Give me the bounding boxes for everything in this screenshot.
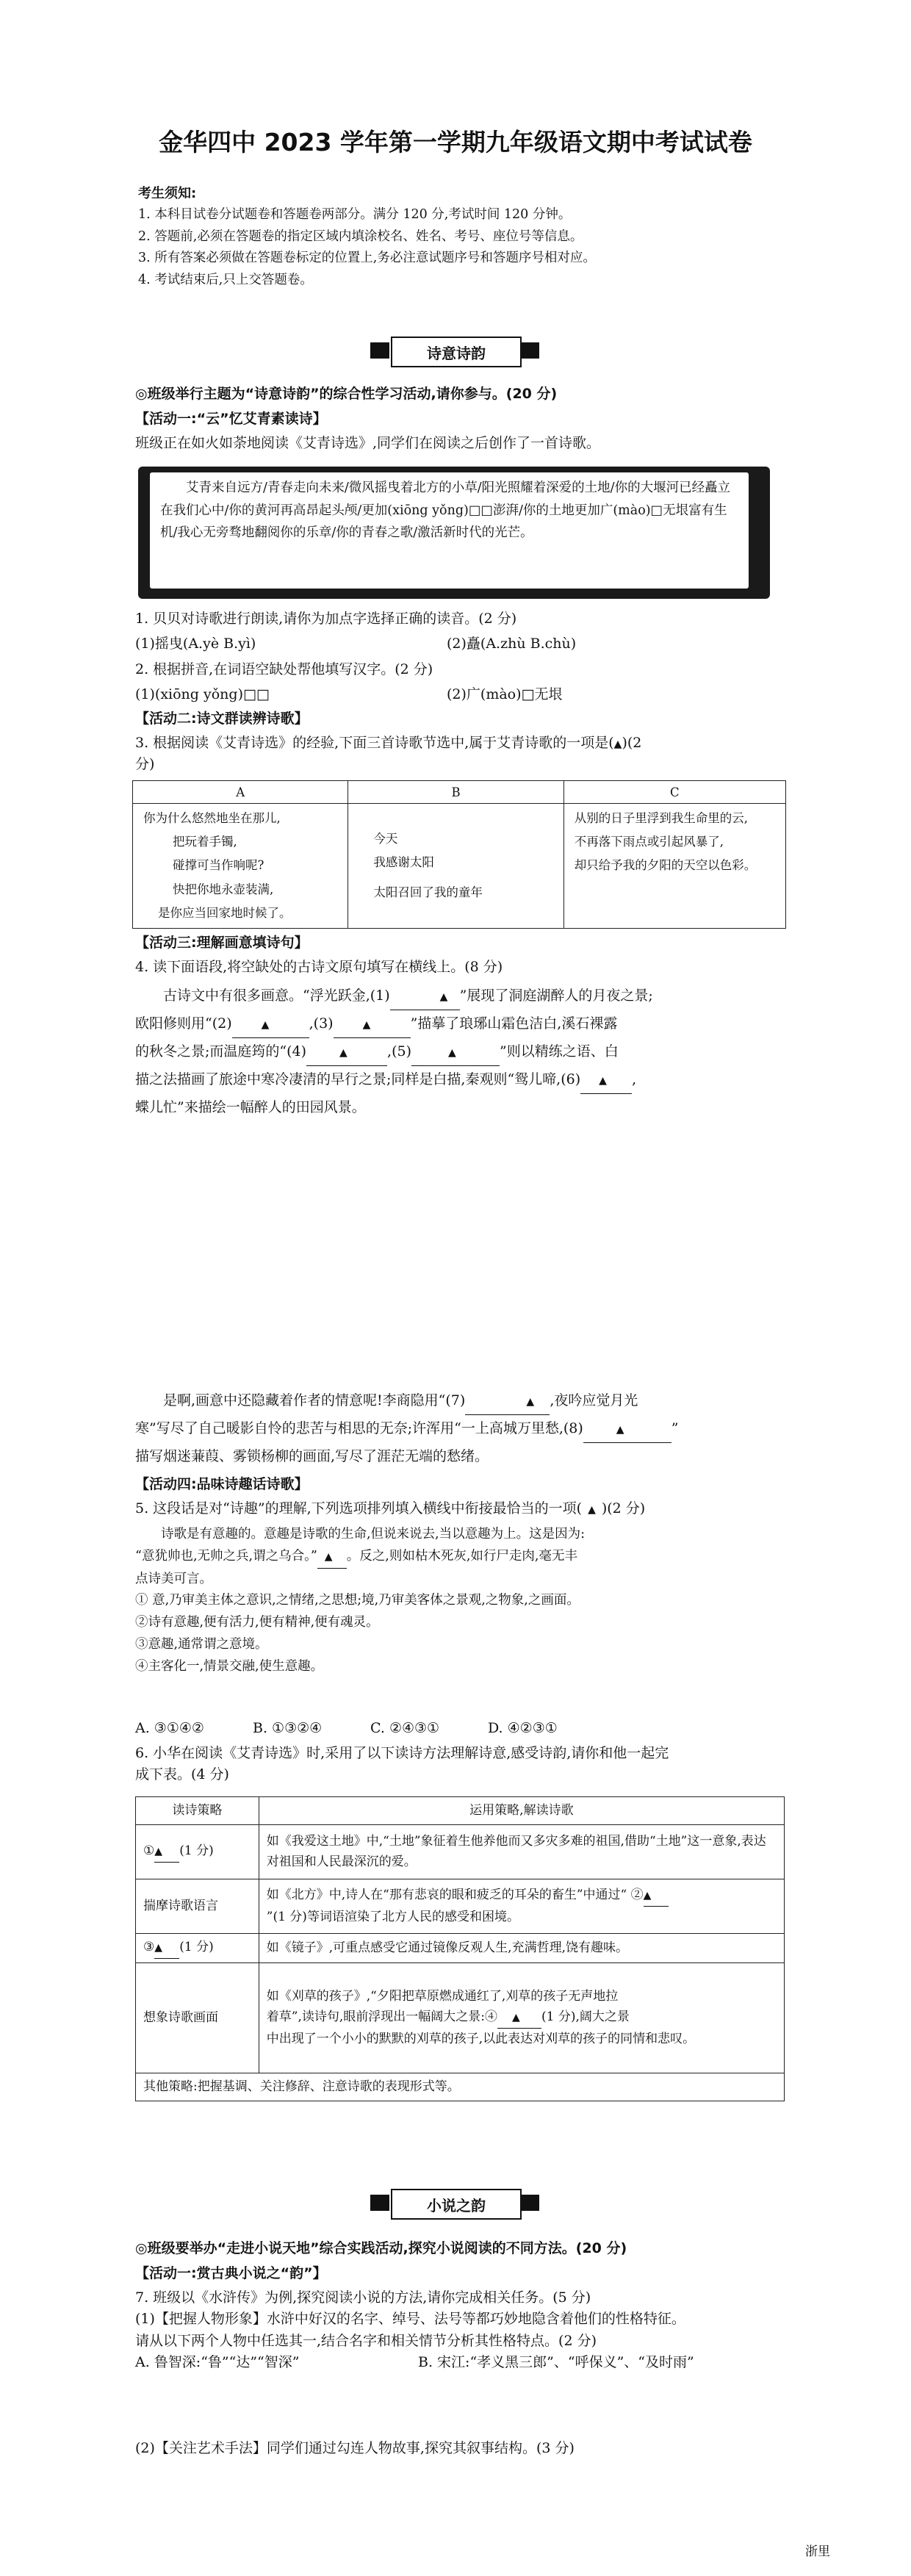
q2-option-b: (2)广(mào)□无垠 <box>447 686 563 702</box>
banner-left-ornament <box>370 2195 389 2211</box>
answer-mark: ▲ <box>613 738 622 750</box>
exam-notice <box>138 184 785 292</box>
section-banner-poetry <box>370 330 539 371</box>
activity4-title: 【活动四:品味诗趣话诗歌】 <box>135 1476 309 1492</box>
section2-activity1-title: 【活动一:赏古典小说之“韵”】 <box>135 2265 327 2281</box>
notice-heading: 考生须知: <box>138 186 197 201</box>
section2-intro: ◎班级要举办“走进小说天地”综合实践活动,探究小说阅读的不同方法。(20 分) <box>135 2240 627 2256</box>
activity2-title: 【活动二:诗文群读辨诗歌】 <box>135 710 309 727</box>
q1-option-a: (1)摇曳(A.yè B.yì) <box>135 636 256 652</box>
table-header: C <box>563 781 785 804</box>
notice-item: 2. 答题前,必须在答题卷的指定区域内填涂校名、姓名、考号、座位号等信息。 <box>138 229 583 244</box>
exam-title: 金华四中 2023 学年第一学期九年级语文期中考试试卷 <box>159 128 752 156</box>
banner-right-ornament <box>520 342 539 359</box>
option-a-cell: 你为什么悠然地坐在那儿, 把玩着手镯, 碰撑可当作响呢? 快把你地永壶装满, 是你应当回家地时候了。 <box>133 804 348 929</box>
table-cell: 如《我爱这土地》中,“土地”象征着生他养他而又多灾多难的祖国,借助“土地”这一意象,表达对祖国和人民最深沉的爱。 <box>259 1824 784 1879</box>
banner-label: 小说之韵 <box>391 2189 522 2220</box>
table-header: 读诗策略 <box>136 1797 259 1825</box>
table-cell: 如《镜子》,可重点感受它通过镜像反观人生,充满哲理,饶有趣味。 <box>259 1933 784 1962</box>
table-cell: 如《北方》中,诗人在“那有悲哀的眼和疲乏的耳朵的畜生”中通过“ ②▲ ”(1 分)等词语渲染了北方人民的感受和困境。 <box>259 1879 784 1933</box>
section1-intro: ◎班级举行主题为“诗意诗韵”的综合性学习活动,请你参与。(20 分) <box>135 386 558 402</box>
section-banner-novel <box>370 2182 539 2223</box>
table-cell: 如《刈草的孩子》,“夕阳把草原燃成通红了,刈草的孩子无声地拉 着草”,读诗句,眼前浮现出一幅阔大之景:④ ▲ (1 分),阔大之景 中出现了一个小小的默默的刈草的孩子,以此表达对刈草的孩子的同情和悲叹。 <box>259 1962 784 2073</box>
q7-body: 7. 班级以《水浒传》为例,探究阅读小说的方法,请你完成相关任务。(5 分) (1)【把握人物形象】水浒中好汉的名字、绰号、法号等都巧妙地隐含着他们的性格特征。 请从以下两个人物中任选其一,结合名字和相关情节分析其性格特点。(2 分) A. 鲁智深:“鲁”“达”“智深” B. 宋江:“孝义黑三郎”、“呼保义”、“及时雨” <box>135 2289 694 2371</box>
notice-item: 3. 所有答案必须做在答题卷标定的位置上,务必注意试题序号和答题序号相对应。 <box>138 251 596 266</box>
notice-item: 1. 本科目试卷分试题卷和答题卷两部分。满分 120 分,考试时间 120 分钟。 <box>138 206 572 222</box>
activity3-title: 【活动三:理解画意填诗句】 <box>135 935 309 951</box>
q5-stem: 5. 这段话是对“诗趣”的理解,下列选项排列填入横线中衔接最恰当的一项( ▲ )(2 分) <box>135 1500 646 1517</box>
banner-left-ornament <box>370 342 389 359</box>
activity1-text: 班级正在如火如荼地阅读《艾青诗选》,同学们在阅读之后创作了一首诗歌。 <box>135 435 601 451</box>
table-header: B <box>348 781 563 804</box>
poem-frame <box>138 467 770 599</box>
table-cell: ①▲ (1 分) <box>136 1824 259 1879</box>
q2-stem: 2. 根据拼音,在词语空缺处帮他填写汉字。(2 分) <box>135 661 433 677</box>
q3-stem: 3. 根据阅读《艾青诗选》的经验,下面三首诗歌节选中,属于艾青诗歌的一项是(▲)(2 分) <box>135 735 642 773</box>
table-cell: 想象诗歌画面 <box>136 1962 259 2073</box>
table-cell: 揣摩诗歌语言 <box>136 1879 259 1933</box>
option-c-cell: 从别的日子里浮到我生命里的云, 不再落下雨点或引起风暴了, 却只给予我的夕阳的天空以色彩。 <box>563 804 785 929</box>
table-cell: 其他策略:把握基调、关注修辞、注意诗歌的表现形式等。 <box>136 2073 785 2101</box>
table-header: A <box>133 781 348 804</box>
q1-option-b: (2)矗(A.zhù B.chù) <box>447 636 577 652</box>
poem-text: 艾青来自远方/青春走向未来/微风摇曳着北方的小草/阳光照耀着深爱的土地/你的大堰河已经矗立在我们心中/你的黄河再高昂起头颅/更加(xiōng yǒng)□□澎湃/你的土地更加广(mào)□无垠富有生机/我心无旁骛地翻阅你的乐章/你的青春之歌/激活新时代的光芒。 <box>150 472 749 589</box>
q4-stem: 4. 读下面语段,将空缺处的古诗文原句填写在横线上。(8 分) <box>135 959 503 975</box>
notice-item: 4. 考试结束后,只上交答题卷。 <box>138 273 313 288</box>
page-footer: 浙里 <box>805 2544 830 2559</box>
q5-choices: A. ③①④② B. ①③②④ C. ②④③① D. ④②③① <box>135 1720 558 1736</box>
q2-option-a: (1)(xiōng yǒng)□□ <box>135 686 270 702</box>
table-header: 运用策略,解读诗歌 <box>259 1797 784 1825</box>
table-cell: ③▲ (1 分) <box>136 1933 259 1962</box>
q1-stem: 1. 贝贝对诗歌进行朗读,请你为加点字选择正确的读音。(2 分) <box>135 611 517 627</box>
q4-paragraph-2: 是啊,画意中还隐藏着作者的情意呢!李商隐用“(7) ▲ ,夜吟应觉月光 寒”写尽了自己暖影自怜的悲苦与相思的无奈;许浑用“一上高城万里愁,(8) ▲ ” 描写烟迷蒹葭、雾锁杨柳的画面,写尽了涯茫无端的愁绪。 <box>135 1387 782 1470</box>
q7-part2: (2)【关注艺术手法】同学们通过勾连人物故事,探究其叙事结构。(3 分) <box>135 2440 575 2456</box>
q6-stem: 6. 小华在阅读《艾青诗选》时,采用了以下读诗方法理解诗意,感受诗韵,请你和他一起完 成下表。(4 分) <box>135 1745 669 1783</box>
q5-passage: 诗歌是有意趣的。意趣是诗歌的生命,但说来说去,当以意趣为上。这是因为: “意犹帅也,无帅之兵,谓之乌合。” ▲ 。反之,则如枯木死灰,如行尸走肉,毫无丰 点诗美可言。 ① 意,乃审美主体之意识,之情绪,之思想;境,乃审美客体之景观,之物象,之画面。 ②诗有意趣,便有活力,便有精神,便有魂灵。 ③意趣,通常谓之意境。 ④主客化一,情景交融,使生意趣。 <box>135 1527 586 1674</box>
banner-right-ornament <box>520 2195 539 2211</box>
option-b-cell: 今天 我感谢太阳 太阳召回了我的童年 <box>348 804 563 929</box>
q4-paragraph-1: 古诗文中有很多画意。“浮光跃金,(1) ▲ ”展现了洞庭湖醉人的月夜之景; 欧阳修则用“(2) ▲ ,(3) ▲ ”描摹了琅琊山霜色洁白,溪石裸露 的秋冬之景;而温庭筠的“(4) ▲ ,(5) ▲ ”则以精练之语、白 描之法描画了旅途中寒冷凄清的早行之景;同样是白描,秦观则“鸳儿啼,(6) ▲ , 蝶儿忙”来描绘一幅醉人的田园风景。 <box>135 982 782 1121</box>
q6-strategy-table <box>135 1796 785 2101</box>
banner-label: 诗意诗韵 <box>391 337 522 367</box>
activity1-title: 【活动一:“云”忆艾青素读诗】 <box>135 411 327 427</box>
q3-options-table <box>132 780 786 929</box>
